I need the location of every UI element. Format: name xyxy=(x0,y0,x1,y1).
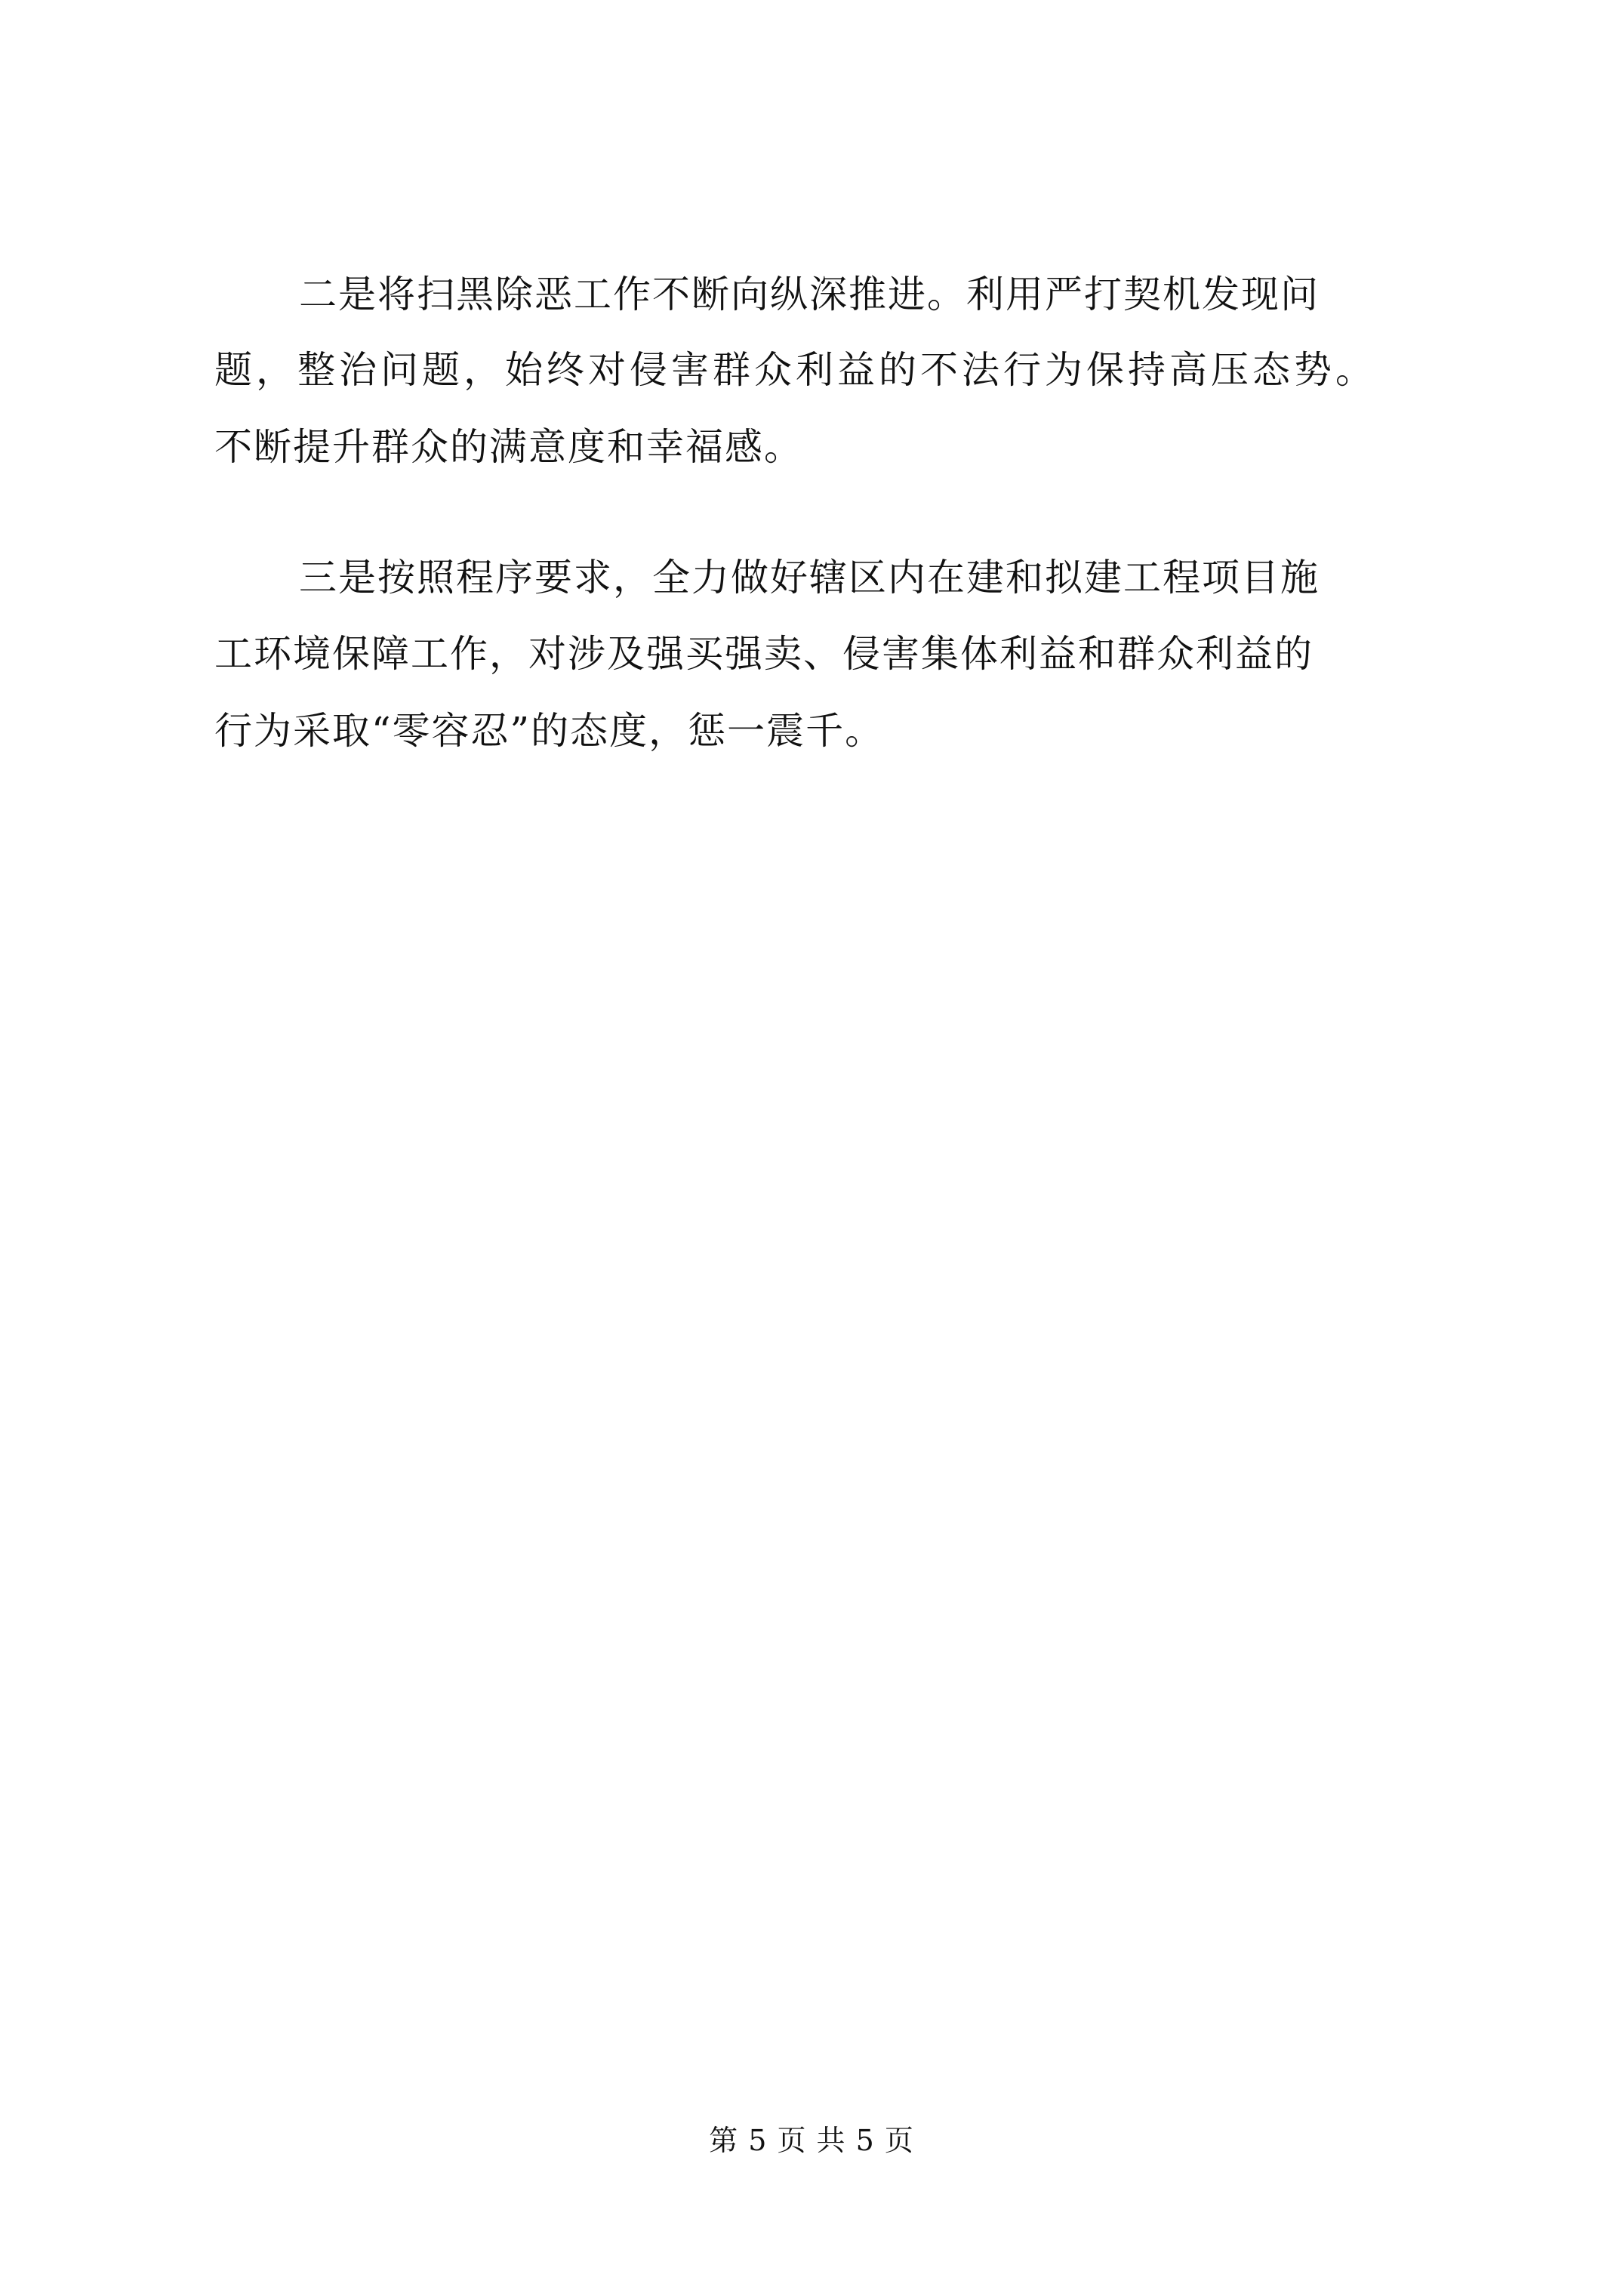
paragraph-2-line-1: 三是按照程序要求，全力做好辖区内在建和拟建工程项目施 xyxy=(299,556,1320,599)
paragraph-1-line-1: 二是将扫黑除恶工作不断向纵深推进。利用严打契机发现问 xyxy=(299,273,1320,316)
paragraph-2-line-2: 工环境保障工作，对涉及强买强卖、侵害集体利益和群众利益的 xyxy=(214,632,1313,676)
paragraph-1-line-3: 不断提升群众的满意度和幸福感。 xyxy=(214,425,803,469)
paragraph-1-line-2: 题，整治问题，始终对侵害群众利益的不法行为保持高压态势。 xyxy=(214,348,1377,392)
page-footer: 第 5 页 共 5 页 xyxy=(709,2124,914,2157)
paragraph-2-line-3: 行为采取“零容忍”的态度，惩一震千。 xyxy=(214,709,885,753)
